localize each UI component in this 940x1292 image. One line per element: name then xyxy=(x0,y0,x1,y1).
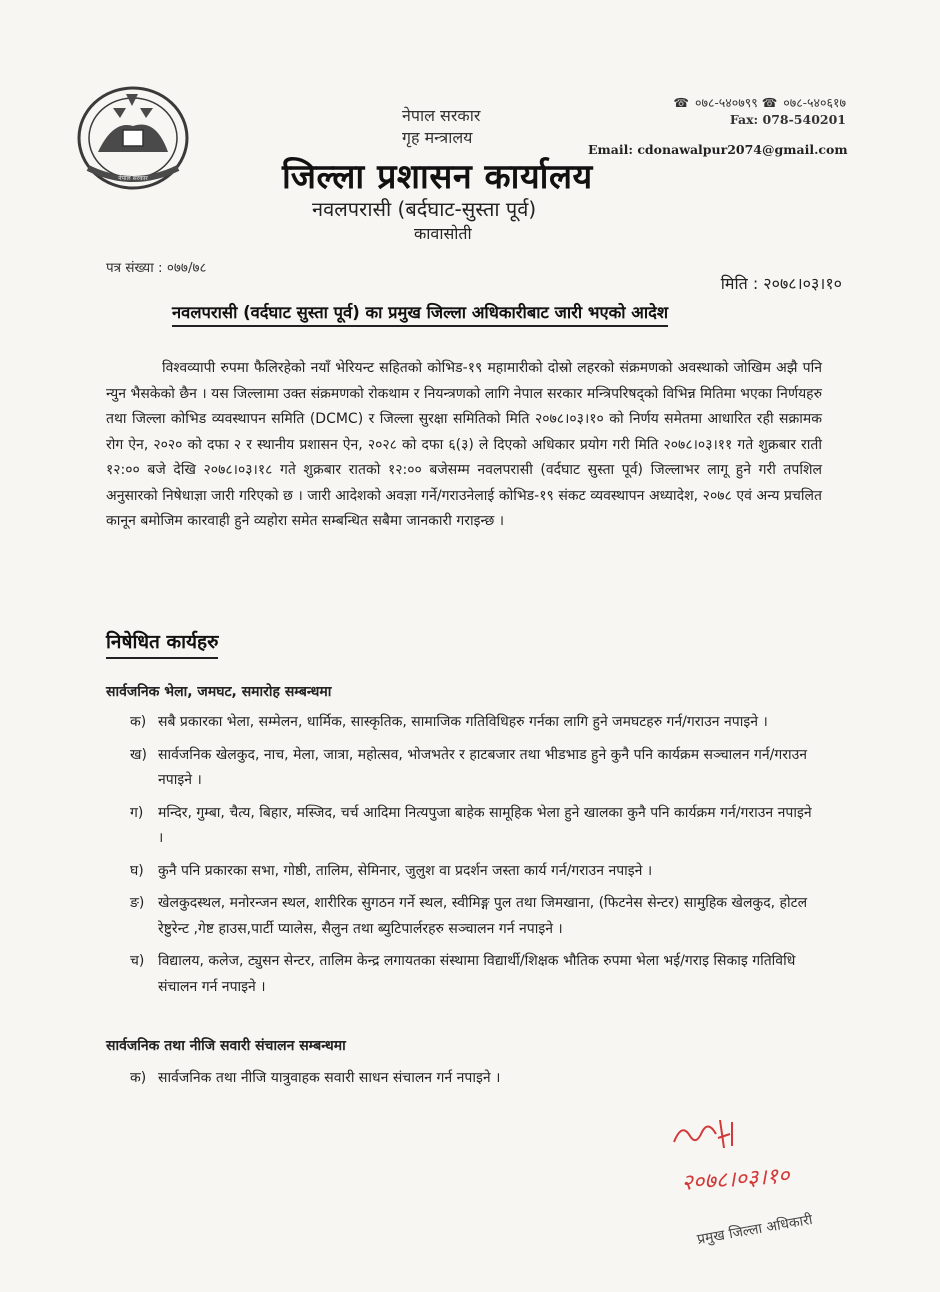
fax-number: Fax: 078-540201 xyxy=(729,112,846,127)
vehicle-list xyxy=(130,1066,820,1099)
letter-date: मिति : २०७८।०३।१० xyxy=(720,274,842,293)
item-text: मन्दिर, गुम्बा, चैत्य, बिहार, मस्जिद, चर्च आदिमा नित्यपुजा बाहेक सामूहिक भेला हुने खालका कुनै पनि कार्यक्रम गर्न/गराउन नपाइने । xyxy=(158,804,812,846)
phone-line-2 xyxy=(762,94,846,111)
item-text: विद्यालय, कलेज, ट्युसन सेन्टर, तालिम केन्द्र लगायतका संस्थामा विद्यार्थी/शिक्षक भौतिक रुपमा भेला भई/गराइ सिकाइ गतिविधि संचालन गर्न नपाइने । xyxy=(158,953,796,995)
signature-scribble xyxy=(674,1126,716,1142)
prohibition-list xyxy=(130,710,820,1007)
list-item xyxy=(130,891,820,942)
signature-block xyxy=(672,1112,892,1262)
handwritten-date: २०७८।०३।१० xyxy=(680,1163,791,1196)
subsection-title: सार्वजनिक भेला, जमघट, समारोह सम्बन्धमा xyxy=(106,684,332,700)
item-key: घ) xyxy=(130,862,144,879)
signature-title: प्रमुख जिल्ला अधिकारी xyxy=(695,1211,814,1248)
item-key: च) xyxy=(130,953,145,969)
list-item xyxy=(130,859,820,885)
govt-name: नेपाल सरकार xyxy=(402,106,481,125)
ministry-name: गृह मन्त्रालय xyxy=(402,128,473,147)
phone-1: ०७८-५४०७९९ xyxy=(694,95,758,110)
telephone-icon: ☎ xyxy=(761,95,778,110)
list-item xyxy=(130,801,820,852)
item-text: सबै प्रकारका भेला, सम्मेलन, धार्मिक, सास्कृतिक, सामाजिक गतिविधिहरु गर्नका लागि हुने जमघटहरु गर्न/गराउन नपाइने । xyxy=(158,714,768,730)
section-heading: निषेधित कार्यहरु xyxy=(106,628,218,659)
letter-subject: नवलपरासी (वर्दघाट सुस्ता पूर्व) का प्रमुख जिल्ला अधिकारीबाट जारी भएको आदेश xyxy=(172,300,668,327)
reference-number: पत्र संख्या : ०७७/७८ xyxy=(106,260,207,276)
signature-scribble xyxy=(718,1120,732,1148)
office-name: जिल्ला प्रशासन कार्यालय xyxy=(282,157,593,197)
government-seal-icon xyxy=(68,80,198,200)
item-key: क) xyxy=(130,1070,147,1086)
telephone-icon: ☎ xyxy=(673,95,689,110)
seal-text: नेपाल सरकार xyxy=(118,175,148,182)
district-name: नवलपरासी (बर्दघाट-सुस्ता पूर्व) xyxy=(312,197,537,221)
phone-line-1 xyxy=(673,94,757,111)
item-key: ख) xyxy=(130,746,147,763)
item-text: सार्वजनिक खेलकुद, नाच, मेला, जात्रा, महोत्सव, भोजभतेर र हाटबजार तथा भीडभाड हुने कुनै पनि कार्यक्रम सञ्चालन गर्न/गराउन नपाइने । xyxy=(158,746,808,788)
place-name: कावासोती xyxy=(414,224,472,243)
item-key: ङ) xyxy=(130,895,145,911)
contact-block xyxy=(673,94,846,128)
item-text: खेलकुदस्थल, मनोरन्जन स्थल, शारीरिक सुगठन गर्ने स्थल, स्वीमिङ्ग पुल तथा जिमखाना, (फिटनेस सेन्टर) सामुहिक खेलकुद, होटल रेष्टुरेन्ट ,गेष्ट हाउस,पार्टी प्यालेस, सैलुन तथा ब्युटिपार्लरहरु सञ्चालन गर्न नपाइने । xyxy=(158,895,808,937)
email-address: Email: cdonawalpur2074@gmail.com xyxy=(588,142,848,157)
item-key: क) xyxy=(130,714,147,730)
item-key: ग) xyxy=(130,804,144,821)
phone-2: ०७८-५४०६१७ xyxy=(783,95,846,110)
list-item xyxy=(130,710,820,736)
item-text: सार्वजनिक तथा नीजि यात्रुवाहक सवारी साधन संचालन गर्न नपाइने । xyxy=(158,1070,501,1086)
item-text: कुनै पनि प्रकारका सभा, गोष्ठी, तालिम, सेमिनार, जुलुश वा प्रदर्शन जस्ता कार्य गर्न/गराउन नपाइने । xyxy=(158,862,653,879)
list-item xyxy=(130,1066,820,1092)
list-item xyxy=(130,949,820,1000)
list-item xyxy=(130,743,820,794)
subsection-title: सार्वजनिक तथा नीजि सवारी संचालन सम्बन्धमा xyxy=(106,1038,346,1054)
body-paragraph: विश्वव्यापी रुपमा फैलिरहेको नयाँ भेरियन्ट सहितको कोभिड-१९ महामारीको दोस्रो लहरको संक्रमणको अवस्थाको जोखिम अझै पनि न्युन भैसकेको छैन । यस जिल्लामा उक्त संक्रमणको रोकथाम र नियन्त्रणको लागि नेपाल सरकार मन्त्रिपरिषद्को विभिन्न मितिमा भएका निर्णयहरु तथा जिल्ला कोभिड व्यवस्थापन समिति (DCMC) र जिल्ला सुरक्षा समितिको मिति २०७८।०३।१० को निर्णय समेतमा आधारित रही सक्रामक रोग ऐन, २०२० को दफा २ र स्थानीय प्रशासन ऐन, २०२८ को दफा ६(३) ले दिएको अधिकार प्रयोग गरी मिति २०७८।०३।११ गते शुक्रबार राती १२:०० बजे देखि २०७८।०३।१८ गते शुक्रबार रातको १२:०० बजेसम्म नवलपरासी (वर्दघाट सुस्ता पूर्व) जिल्लाभर लागू हुने गरी तपशिल अनुसारको निषेधाज्ञा जारी गरिएको छ । जारी आदेशको अवज्ञा गर्ने/गराउनेलाई कोभिड-१९ संकट व्यवस्थापन अध्यादेश, २०७८ एवं अन्य प्रचलित कानून बमोजिम कारवाही हुने व्यहोरा समेत सम्बन्धित सबैमा जानकारी गराइन्छ । xyxy=(106,360,822,529)
